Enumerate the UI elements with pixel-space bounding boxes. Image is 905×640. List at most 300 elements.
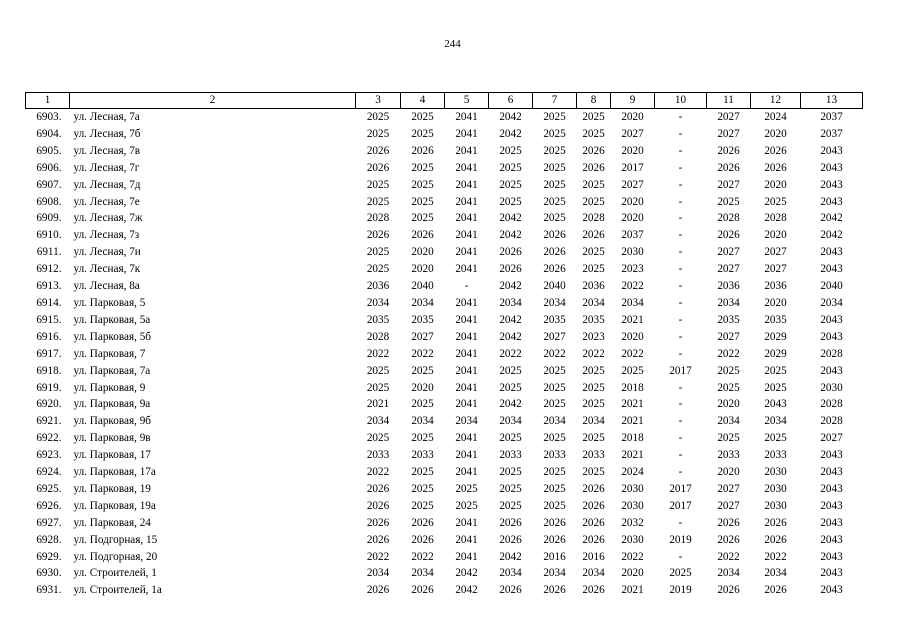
year-cell: 2022 [411, 550, 434, 563]
year-cell: 2026 [366, 584, 390, 597]
year-cell: - [678, 398, 683, 411]
table-row [26, 312, 863, 329]
year-cell: 2036 [582, 280, 605, 293]
address-cell: ул. Лесная, 7д [73, 178, 141, 191]
year-cell: 2026 [366, 161, 390, 174]
year-cell: - [678, 263, 683, 276]
column-header-4: 4 [401, 93, 445, 109]
year-cell: 2027 [621, 178, 644, 191]
year-cell: 2026 [717, 161, 740, 174]
year-cell: 2027 [717, 263, 740, 276]
row-number: 6929. [36, 550, 62, 563]
year-cell: 2042 [499, 313, 522, 326]
row-number: 6906. [36, 161, 62, 174]
table-row [26, 396, 863, 413]
year-cell: 2026 [411, 516, 434, 529]
year-cell: 2026 [717, 516, 740, 529]
year-cell: 2037 [820, 111, 843, 123]
year-cell: 2041 [455, 229, 478, 242]
year-cell: 2034 [582, 567, 605, 580]
year-cell: 2030 [621, 533, 644, 546]
year-cell: 2034 [411, 296, 434, 309]
year-cell: 2017 [669, 499, 692, 512]
year-cell: 2028 [764, 212, 787, 225]
year-cell: 2025 [582, 127, 605, 140]
year-cell: 2041 [455, 195, 478, 208]
year-cell: 2026 [411, 229, 434, 242]
row-number: 6931. [36, 584, 62, 597]
year-cell: 2034 [543, 415, 566, 428]
year-cell: 2026 [411, 584, 434, 597]
year-cell: 2020 [621, 212, 644, 225]
table-row [26, 565, 863, 582]
column-header-11: 11 [707, 93, 751, 109]
year-cell: 2025 [582, 111, 605, 123]
year-cell: 2025 [499, 466, 522, 479]
year-cell: 2042 [499, 330, 522, 343]
year-cell: 2030 [764, 482, 787, 495]
table-row [26, 481, 863, 498]
year-cell: 2026 [717, 229, 740, 242]
address-cell: ул. Лесная, 8а [73, 280, 140, 293]
address-cell: ул. Лесная, 7ж [73, 212, 143, 225]
table-row [26, 363, 863, 380]
table-row [26, 498, 863, 515]
year-cell: 2041 [455, 381, 478, 394]
year-cell: 2033 [411, 449, 434, 462]
year-cell: 2020 [411, 381, 434, 394]
year-cell: 2025 [411, 398, 434, 411]
year-cell: 2025 [543, 127, 566, 140]
year-cell: 2025 [411, 466, 434, 479]
year-cell: 2042 [499, 212, 522, 225]
year-cell: 2034 [764, 567, 787, 580]
year-cell: - [678, 280, 683, 293]
row-number: 6928. [36, 533, 62, 546]
year-cell: - [678, 212, 683, 225]
column-header-3: 3 [356, 93, 401, 109]
year-cell: 2037 [621, 229, 644, 242]
year-cell: 2025 [499, 144, 522, 157]
year-cell: 2043 [820, 533, 843, 546]
row-number: 6910. [36, 229, 62, 242]
year-cell: 2028 [820, 347, 843, 360]
year-cell: 2034 [582, 296, 605, 309]
year-cell: 2020 [764, 178, 787, 191]
year-cell: 2035 [717, 313, 740, 326]
year-cell: 2019 [669, 584, 692, 597]
year-cell: 2042 [499, 229, 522, 242]
row-number: 6923. [36, 449, 62, 462]
year-cell: 2034 [764, 415, 787, 428]
year-cell: 2042 [499, 550, 522, 563]
address-cell: ул. Лесная, 7в [73, 144, 141, 157]
address-cell: ул. Парковая, 19а [73, 499, 156, 512]
year-cell: 2025 [543, 195, 566, 208]
year-cell: 2026 [717, 144, 740, 157]
year-cell: 2017 [669, 364, 692, 377]
column-header-9: 9 [611, 93, 655, 109]
year-cell: 2041 [455, 144, 478, 157]
housing-register-table [25, 92, 863, 599]
year-cell: 2041 [455, 347, 478, 360]
year-cell: 2034 [621, 296, 644, 309]
address-cell: ул. Парковая, 17а [73, 466, 156, 479]
year-cell: 2020 [621, 195, 644, 208]
year-cell: 2022 [621, 280, 644, 293]
year-cell: 2034 [499, 296, 522, 309]
year-cell: 2021 [621, 313, 644, 326]
year-cell: 2025 [366, 178, 390, 191]
year-cell: 2033 [499, 449, 522, 462]
year-cell: 2022 [499, 347, 522, 360]
table-header-row [26, 93, 863, 109]
year-cell: 2043 [820, 499, 843, 512]
year-cell: 2028 [366, 212, 390, 225]
year-cell: 2043 [820, 482, 843, 495]
year-cell: 2020 [717, 398, 740, 411]
row-number: 6930. [36, 567, 62, 580]
year-cell: 2042 [499, 398, 522, 411]
year-cell: 2034 [717, 415, 740, 428]
address-cell: ул. Лесная, 7г [73, 161, 140, 174]
year-cell: 2030 [820, 381, 843, 394]
address-cell: ул. Лесная, 7к [73, 263, 141, 276]
year-cell: 2021 [621, 398, 644, 411]
table-row [26, 210, 863, 227]
year-cell: 2023 [582, 330, 605, 343]
table-row [26, 346, 863, 363]
year-cell: 2034 [411, 567, 434, 580]
year-cell: 2043 [820, 178, 843, 191]
address-cell: ул. Подгорная, 20 [73, 550, 158, 563]
year-cell: 2025 [499, 432, 522, 445]
year-cell: - [678, 381, 683, 394]
column-header-1: 1 [26, 93, 70, 109]
year-cell: 2041 [455, 127, 478, 140]
year-cell: 2026 [764, 144, 787, 157]
year-cell: 2035 [543, 313, 566, 326]
year-cell: - [678, 229, 683, 242]
year-cell: - [678, 432, 683, 445]
year-cell: 2025 [543, 482, 566, 495]
year-cell: 2041 [455, 161, 478, 174]
table-row [26, 413, 863, 430]
address-cell: ул. Парковая, 7 [73, 347, 146, 360]
year-cell: 2026 [499, 584, 522, 597]
year-cell: 2020 [411, 246, 434, 259]
year-cell: 2026 [366, 144, 390, 157]
year-cell: 2034 [543, 567, 566, 580]
year-cell: 2028 [366, 330, 390, 343]
year-cell: 2028 [820, 398, 843, 411]
year-cell: 2027 [717, 482, 740, 495]
year-cell: - [678, 550, 683, 563]
year-cell: 2025 [543, 212, 566, 225]
year-cell: 2037 [820, 127, 843, 140]
year-cell: 2022 [717, 347, 740, 360]
year-cell: 2041 [455, 432, 478, 445]
year-cell: 2021 [366, 398, 390, 411]
year-cell: 2026 [366, 229, 390, 242]
year-cell: 2027 [717, 499, 740, 512]
year-cell: 2034 [543, 296, 566, 309]
year-cell: 2040 [543, 280, 566, 293]
year-cell: 2027 [621, 127, 644, 140]
row-number: 6926. [36, 499, 62, 512]
address-cell: ул. Подгорная, 15 [73, 533, 158, 546]
year-cell: 2026 [582, 584, 605, 597]
year-cell: 2027 [717, 246, 740, 259]
year-cell: 2025 [764, 364, 787, 377]
year-cell: 2041 [455, 111, 478, 123]
row-number: 6920. [36, 398, 62, 411]
row-number: 6919. [36, 381, 62, 394]
year-cell: 2043 [820, 313, 843, 326]
column-header-13: 13 [801, 93, 863, 109]
row-number: 6905. [36, 144, 62, 157]
year-cell: 2025 [582, 381, 605, 394]
column-header-8: 8 [577, 93, 611, 109]
year-cell: 2025 [366, 364, 390, 377]
year-cell: 2043 [820, 330, 843, 343]
year-cell: - [678, 144, 683, 157]
year-cell: 2032 [621, 516, 644, 529]
year-cell: 2025 [411, 212, 434, 225]
year-cell: 2022 [543, 347, 566, 360]
row-number: 6925. [36, 482, 62, 495]
year-cell: 2017 [621, 161, 644, 174]
table-body [26, 109, 863, 600]
year-cell: 2027 [764, 263, 787, 276]
year-cell: 2025 [499, 178, 522, 191]
row-number: 6911. [36, 246, 62, 259]
table-row [26, 515, 863, 532]
row-number: 6904. [36, 127, 62, 140]
row-number: 6913. [36, 280, 62, 293]
year-cell: 2025 [582, 466, 605, 479]
year-cell: 2020 [764, 127, 787, 140]
row-number: 6924. [36, 466, 62, 479]
year-cell: 2022 [582, 347, 605, 360]
year-cell: 2043 [820, 195, 843, 208]
year-cell: 2042 [499, 280, 522, 293]
row-number: 6922. [36, 432, 62, 445]
year-cell: 2022 [366, 466, 390, 479]
column-header-5: 5 [445, 93, 489, 109]
year-cell: 2041 [455, 330, 478, 343]
year-cell: 2027 [717, 178, 740, 191]
year-cell: 2041 [455, 364, 478, 377]
year-cell: 2020 [621, 144, 644, 157]
year-cell: 2042 [455, 584, 478, 597]
year-cell: 2026 [499, 263, 522, 276]
year-cell: 2042 [499, 127, 522, 140]
year-cell: 2027 [717, 127, 740, 140]
year-cell: 2026 [717, 533, 740, 546]
year-cell: 2030 [621, 499, 644, 512]
address-cell: ул. Парковая, 9а [73, 398, 151, 411]
table-row [26, 143, 863, 160]
year-cell: 2022 [717, 550, 740, 563]
year-cell: - [678, 415, 683, 428]
year-cell: 2026 [582, 144, 605, 157]
page-number: 244 [444, 38, 461, 50]
year-cell: 2026 [499, 246, 522, 259]
row-number: 6907. [36, 178, 62, 191]
year-cell: 2019 [669, 533, 692, 546]
year-cell: 2022 [411, 347, 434, 360]
year-cell: 2025 [366, 111, 390, 123]
year-cell: 2025 [717, 195, 740, 208]
year-cell: 2025 [455, 482, 478, 495]
table-row [26, 261, 863, 278]
row-number: 6916. [36, 330, 62, 343]
year-cell: 2034 [411, 415, 434, 428]
year-cell: - [678, 246, 683, 259]
year-cell: 2025 [543, 398, 566, 411]
address-cell: ул. Парковая, 7а [73, 364, 151, 377]
year-cell: 2025 [543, 161, 566, 174]
address-cell: ул. Парковая, 17 [73, 449, 151, 462]
year-cell: 2022 [621, 347, 644, 360]
year-cell: 2025 [411, 127, 434, 140]
table-row [26, 278, 863, 295]
year-cell: 2025 [621, 364, 644, 377]
year-cell: 2043 [820, 449, 843, 462]
year-cell: - [678, 313, 683, 326]
year-cell: 2027 [411, 330, 434, 343]
year-cell: 2042 [455, 567, 478, 580]
year-cell: - [678, 178, 683, 191]
year-cell: 2020 [764, 229, 787, 242]
year-cell: 2025 [543, 432, 566, 445]
year-cell: - [678, 347, 683, 360]
year-cell: 2018 [621, 381, 644, 394]
year-cell: 2025 [543, 111, 566, 123]
column-header-6: 6 [489, 93, 533, 109]
year-cell: 2026 [411, 533, 434, 546]
address-cell: ул. Лесная, 7и [73, 246, 141, 259]
year-cell: 2025 [411, 178, 434, 191]
year-cell: 2025 [582, 246, 605, 259]
year-cell: 2034 [366, 296, 390, 309]
year-cell: 2025 [366, 127, 390, 140]
year-cell: 2025 [582, 195, 605, 208]
table-row [26, 430, 863, 447]
year-cell: 2026 [764, 516, 787, 529]
address-cell: ул. Строителей, 1 [73, 567, 157, 580]
year-cell: 2025 [764, 432, 787, 445]
year-cell: 2043 [764, 398, 787, 411]
year-cell: 2035 [764, 313, 787, 326]
year-cell: 2025 [499, 482, 522, 495]
address-cell: ул. Лесная, 7з [73, 229, 140, 242]
year-cell: 2020 [621, 111, 644, 123]
address-cell: ул. Парковая, 5а [73, 313, 151, 326]
year-cell: 2043 [820, 246, 843, 259]
year-cell: 2043 [820, 567, 843, 580]
table-row [26, 582, 863, 599]
year-cell: 2035 [582, 313, 605, 326]
year-cell: 2027 [717, 330, 740, 343]
year-cell: 2025 [582, 432, 605, 445]
address-cell: ул. Парковая, 5б [73, 330, 152, 343]
year-cell: 2025 [717, 364, 740, 377]
year-cell: 2026 [499, 533, 522, 546]
address-cell: ул. Лесная, 7б [73, 127, 141, 140]
year-cell: 2026 [543, 533, 566, 546]
year-cell: 2041 [455, 212, 478, 225]
year-cell: 2034 [820, 296, 843, 309]
year-cell: 2025 [366, 432, 390, 445]
year-cell: 2025 [669, 567, 692, 580]
year-cell: 2025 [366, 195, 390, 208]
year-cell: 2041 [455, 533, 478, 546]
row-number: 6903. [36, 111, 62, 123]
row-number: 6914. [36, 296, 62, 309]
year-cell: 2040 [411, 280, 434, 293]
year-cell: 2042 [820, 229, 843, 242]
address-cell: ул. Лесная, 7а [73, 111, 140, 123]
year-cell: 2026 [543, 516, 566, 529]
year-cell: 2034 [717, 567, 740, 580]
year-cell: 2025 [543, 499, 566, 512]
year-cell: 2022 [764, 550, 787, 563]
year-cell: 2026 [582, 161, 605, 174]
table-row [26, 160, 863, 177]
year-cell: 2025 [582, 398, 605, 411]
year-cell: 2043 [820, 161, 843, 174]
year-cell: 2020 [411, 263, 434, 276]
year-cell: 2033 [366, 449, 390, 462]
year-cell: 2024 [621, 466, 644, 479]
year-cell: 2040 [820, 280, 843, 293]
year-cell: 2025 [411, 432, 434, 445]
year-cell: 2043 [820, 263, 843, 276]
year-cell: 2026 [717, 584, 740, 597]
year-cell: 2030 [621, 482, 644, 495]
table-row [26, 329, 863, 346]
year-cell: 2020 [621, 330, 644, 343]
year-cell: 2026 [543, 584, 566, 597]
year-cell: 2023 [621, 263, 644, 276]
year-cell: 2035 [411, 313, 434, 326]
year-cell: 2025 [543, 364, 566, 377]
year-cell: 2021 [621, 584, 644, 597]
year-cell: 2026 [366, 533, 390, 546]
year-cell: 2042 [499, 111, 522, 123]
address-cell: ул. Парковая, 9б [73, 415, 152, 428]
year-cell: 2025 [499, 364, 522, 377]
table-row [26, 532, 863, 549]
year-cell: - [678, 296, 683, 309]
row-number: 6917. [36, 347, 62, 360]
year-cell: 2034 [582, 415, 605, 428]
year-cell: 2028 [582, 212, 605, 225]
year-cell: 2018 [621, 432, 644, 445]
year-cell: 2020 [621, 567, 644, 580]
year-cell: 2026 [366, 482, 390, 495]
year-cell: - [678, 466, 683, 479]
year-cell: 2027 [764, 246, 787, 259]
table-row [26, 194, 863, 211]
column-header-2: 2 [70, 93, 356, 109]
year-cell: 2025 [455, 499, 478, 512]
year-cell: 2034 [717, 296, 740, 309]
column-header-7: 7 [533, 93, 577, 109]
year-cell: 2043 [820, 144, 843, 157]
